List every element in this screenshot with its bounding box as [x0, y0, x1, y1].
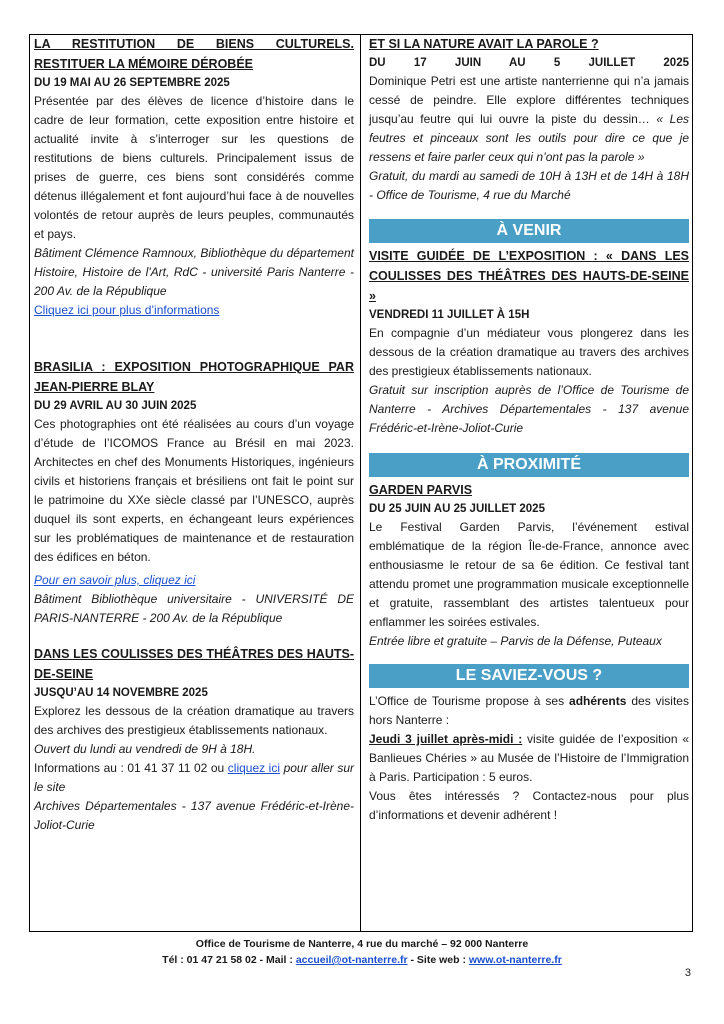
article-date: JUSQU’AU 14 NOVEMBRE 2025	[34, 687, 208, 699]
article-title: BRASILIA : EXPOSITION PHOTOGRAPHIQUE PAR JEAN-PIERRE BLAY	[34, 360, 354, 394]
intro-bold: adhérents	[569, 694, 627, 708]
info-suffix-text: pour aller sur le site	[34, 761, 355, 794]
article-coulisses	[34, 644, 354, 835]
page-number: 3	[684, 967, 691, 979]
info-phone-text: Informations au : 01 41 37 11 02 ou	[34, 761, 225, 775]
intro-text: L’Office de Tourisme propose à ses	[369, 694, 565, 708]
article-info: Entrée libre et gratuite – Parvis de la Défense, Puteaux	[369, 634, 662, 648]
article-info: Gratuit, du mardi au samedi de 10H à 13H et de 14H à 18H - Office de Tourisme, 4 rue du Marché	[369, 169, 689, 202]
left-column	[34, 34, 354, 835]
right-column	[369, 34, 689, 825]
footer-website-link[interactable]: www.ot-nanterre.fr	[468, 954, 562, 966]
footer-phone: Tél : 01 47 21 58 02 - Mail :	[162, 954, 293, 966]
article-title: ET SI LA NATURE AVAIT LA PAROLE ?	[369, 37, 599, 51]
article-adherents	[369, 692, 689, 825]
article-date: DU 29 AVRIL AU 30 JUIN 2025	[34, 400, 197, 412]
article-body: Le Festival Garden Parvis, l’événement estival emblématique de la région Île-de-France, annonce avec enthousiasme le retour de sa 6e édition. Ce festival tant attendu promet une programmation musicale exceptionnelle et gratuite, rassemblant des artistes talentueux pour enflammer les soirées estivales.	[369, 520, 689, 629]
article-restitution	[34, 34, 354, 320]
article-date: DU 25 JUIN AU 25 JUILLET 2025	[369, 503, 545, 515]
footer-address: Office de Tourisme de Nanterre, 4 rue du marché – 92 000 Nanterre	[195, 938, 529, 950]
article-location: Archives Départementales - 137 avenue Frédéric-et-Irène-Joliot-Curie	[34, 799, 354, 832]
column-divider	[360, 34, 361, 932]
article-body: En compagnie d’un médiateur vous plongerez dans les dessous de la création dramatique au travers des archives des prestigieux établissements nationaux.	[369, 326, 689, 378]
section-banner-nearby: À PROXIMITÉ	[369, 453, 689, 477]
article-body	[369, 72, 689, 167]
article-event	[369, 730, 689, 787]
event-text: visite guidée de l’exposition « Banlieues Chéries » au Musée de l’Histoire de l’Immigration à Paris. Participation : 5 euros.	[369, 732, 690, 784]
section-banner-did-you-know: LE SAVIEZ-VOUS ?	[369, 664, 689, 688]
article-date: DU 17 JUIN AU 5 JUILLET 2025	[369, 57, 689, 69]
article-body-text: Dominique Petri est une artiste nanterrienne qui n’a jamais cessé de peindre. Elle explore différentes techniques jusqu’au feutre qui lui ouvre la piste du dessin…	[369, 74, 689, 126]
article-garden-parvis	[369, 480, 689, 651]
article-closing: Vous êtes intéressés ? Contactez-nous pour plus d’informations et devenir adhérent !	[369, 789, 689, 822]
article-body: Explorez les dessous de la création dramatique au travers des archives des prestigieux établissements nationaux.	[34, 704, 354, 737]
article-location: Bâtiment Bibliothèque universitaire - UNIVERSITÉ DE PARIS-NANTERRE - 200 Av. de la République	[34, 592, 354, 625]
website-link[interactable]: cliquez ici	[227, 761, 281, 775]
article-visite	[369, 246, 689, 438]
article-info: Gratuit sur inscription auprès de l’Office de Tourisme de Nanterre - Archives Départementales - 137 avenue Frédéric-et-Irène-Joliot-Curie	[369, 383, 689, 435]
article-nature	[369, 34, 689, 205]
article-title: DANS LES COULISSES DES THÉÂTRES DES HAUTS-DE-SEINE	[34, 647, 354, 681]
more-info-link[interactable]: Pour en savoir plus, cliquez ici	[34, 573, 196, 587]
article-title: LA RESTITUTION DE BIENS CULTURELS. RESTITUER LA MÉMOIRE DÉROBÉE	[34, 37, 354, 71]
article-title: VISITE GUIDÉE DE L’EXPOSITION : « DANS LES COULISSES DES THÉÂTRES DES HAUTS-DE-SEINE »	[369, 249, 689, 303]
article-hours: Ouvert du lundi au vendredi de 9H à 18H.	[34, 742, 256, 756]
footer-web-label: - Site web :	[410, 954, 466, 966]
article-body: Présentée par des élèves de licence d’histoire dans le cadre de leur formation, cette exposition entre histoire et actualité invite à s’interroger sur les questions de restitutions de biens culturels. Principalement issus de prises de guerre, ces biens sont considérés comme détenus illégalement et font aujourd’hui face à de nouvelles volontés de retour auprès de leurs peuples, communautés et pays.	[34, 94, 354, 241]
article-date: DU 19 MAI AU 26 SEPTEMBRE 2025	[34, 77, 230, 89]
article-intro	[369, 692, 689, 730]
footer-contact	[0, 952, 724, 968]
more-info-link[interactable]: Cliquez ici pour plus d’informations	[34, 303, 220, 317]
article-title: GARDEN PARVIS	[369, 483, 473, 497]
article-brasilia	[34, 357, 354, 628]
section-banner-upcoming: À VENIR	[369, 219, 689, 243]
article-info	[34, 759, 354, 797]
article-body: Ces photographies ont été réalisées au cours d’un voyage d’étude de l’ICOMOS France au Brésil en mai 2023. Architectes en chef des Monuments Historiques, ingénieurs civils et historiens français et brésiliens ont fait le point sur le patrimoine du XXe siècle classé par l’UNESCO, auprès duquel ils sont experts, en échangeant leurs expériences sur les problématiques de maintenance et de restauration des édifices en béton.	[34, 417, 354, 564]
intro-suffix: des visites hors Nanterre :	[369, 694, 689, 727]
article-date: VENDREDI 11 JUILLET À 15H	[369, 309, 530, 321]
article-quote: « Les feutres et pinceaux sont les outils pour dire ce que je ressens et faire parler ceux qui n’ont pas la parole »	[369, 112, 689, 164]
footer-email-link[interactable]: accueil@ot-nanterre.fr	[295, 954, 408, 966]
event-label: Jeudi 3 juillet après-midi :	[369, 732, 523, 746]
article-location: Bâtiment Clémence Ramnoux, Bibliothèque du département Histoire, Histoire de l'Art, RdC - université Paris Nanterre - 200 Av. de la République	[34, 246, 354, 298]
